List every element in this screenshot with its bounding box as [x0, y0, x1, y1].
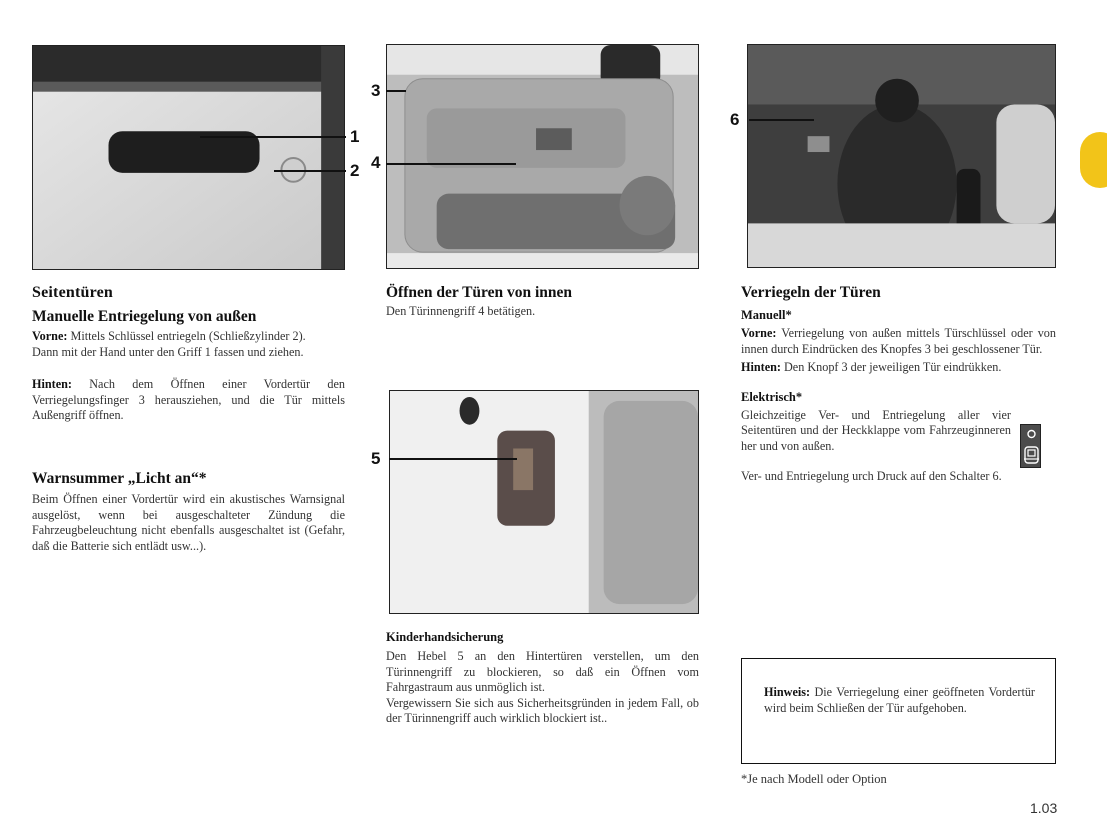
note-box [741, 658, 1056, 764]
page-number: 1.03 [1030, 800, 1058, 816]
paragraph-kinder-2: Vergewissern Sie sich aus Sicherheitsgründen in jedem Fall, ob der Türinnengriff auch wirklich blockiert ist.. [386, 695, 699, 726]
callout-line-6 [749, 119, 814, 121]
left-column [32, 284, 345, 554]
text-hinten: Nach dem Öffnen einer Vordertür den Verriegelungsfinger 3 herausziehen, und die Tür mittels Außengriff öffnen. [32, 377, 345, 423]
callout-number-2: 2 [350, 161, 360, 180]
footnote: *Je nach Modell oder Option [741, 772, 887, 786]
middle-column-top [386, 284, 699, 320]
heading-elektrisch: Elektrisch* [741, 389, 803, 404]
callout-line-1 [200, 136, 346, 138]
paragraph-elektrisch: Gleichzeitige Ver- und Entriegelung aller vier Seitentüren und der Heckklappe vom Fahrzeuginneren her und von außen. [741, 407, 1011, 453]
callout-number-5: 5 [371, 449, 381, 468]
heading-warnsummer: Warnsummer „Licht an“* [32, 469, 207, 487]
paragraph-schalter: Ver- und Entriegelung urch Druck auf den Schalter 6. [741, 468, 1002, 483]
paragraph-kinder-1: Den Hebel 5 an den Hintertüren verstellen, um den Türinnengriff zu blockieren, so daß ein Öffnen vom Fahrgastraum aus unmöglich ist. [386, 649, 699, 695]
lock-switch-icon [1020, 424, 1041, 468]
label-vorne: Vorne: [32, 329, 68, 343]
figure-child-lock [389, 390, 699, 614]
label-verriegeln-hinten: Hinten: [741, 360, 781, 375]
paragraph-hinten [32, 377, 345, 424]
section-tab-marker [1080, 132, 1107, 188]
right-column [741, 284, 1056, 484]
callout-number-1: 1 [350, 127, 360, 146]
heading-kinderhandsicherung: Kinderhandsicherung [386, 630, 504, 644]
paragraph-warnsummer: Beim Öffnen einer Vordertür wird ein akustisches Warnsignal ausgelöst, wenn bei ausgeschalteter Zündung die Fahrzeugbeleuchtung nicht ebenfalls ausgeschaltet ist (Gefahr, daß die Batterie sich entlädt usw...). [32, 491, 345, 553]
callout-number-6: 6 [730, 110, 740, 129]
paragraph-tuerinnengriff: Den Türinnengriff 4 betätigen. [386, 304, 536, 318]
callout-line-5 [389, 458, 517, 460]
middle-column-bottom [386, 630, 699, 727]
text-verriegeln-hinten: Den Knopf 3 der jeweiligen Tür eindrükken. [780, 360, 1002, 375]
label-hinten: Hinten: [32, 377, 72, 392]
heading-oeffnen-von-innen: Öffnen der Türen von innen [386, 284, 573, 301]
paragraph-hinweis [764, 685, 1035, 716]
paragraph-dann: Dann mit der Hand unter den Griff 1 fassen und ziehen. [32, 344, 304, 359]
text-verriegeln-vorne: Verriegelung von außen mittels Türschlüssel oder von innen durch Eindrücken des Knopfes 3 bei geschlossener Tür. [741, 326, 1056, 356]
figure-door-inside [386, 44, 699, 269]
heading-manuell: Manuell* [741, 308, 792, 322]
label-hinweis: Hinweis: [764, 685, 811, 699]
heading-seitentueren: Seitentüren [32, 284, 114, 301]
callout-number-4: 4 [371, 153, 381, 172]
text-hinweis: Die Verriegelung einer geöffneten Vordertür wird beim Schließen der Tür aufgehoben. [764, 685, 1035, 715]
figure-door-handle-outside [32, 45, 345, 270]
callout-line-4 [386, 163, 516, 165]
paragraph-verriegeln-hinten [741, 360, 1056, 376]
text-vorne: Mittels Schlüssel entriegeln (Schließzylinder 2). [67, 329, 306, 343]
figure-lock-switch [747, 44, 1056, 268]
label-verriegeln-vorne: Vorne: [741, 326, 777, 340]
heading-verriegeln: Verriegeln der Türen [741, 284, 881, 301]
callout-line-3 [386, 90, 406, 92]
paragraph-vorne [32, 329, 345, 345]
callout-line-2 [274, 170, 346, 172]
callout-number-3: 3 [371, 81, 381, 100]
heading-manuelle-entriegelung: Manuelle Entriegelung von außen [32, 308, 257, 325]
paragraph-verriegeln-vorne [741, 326, 1056, 357]
